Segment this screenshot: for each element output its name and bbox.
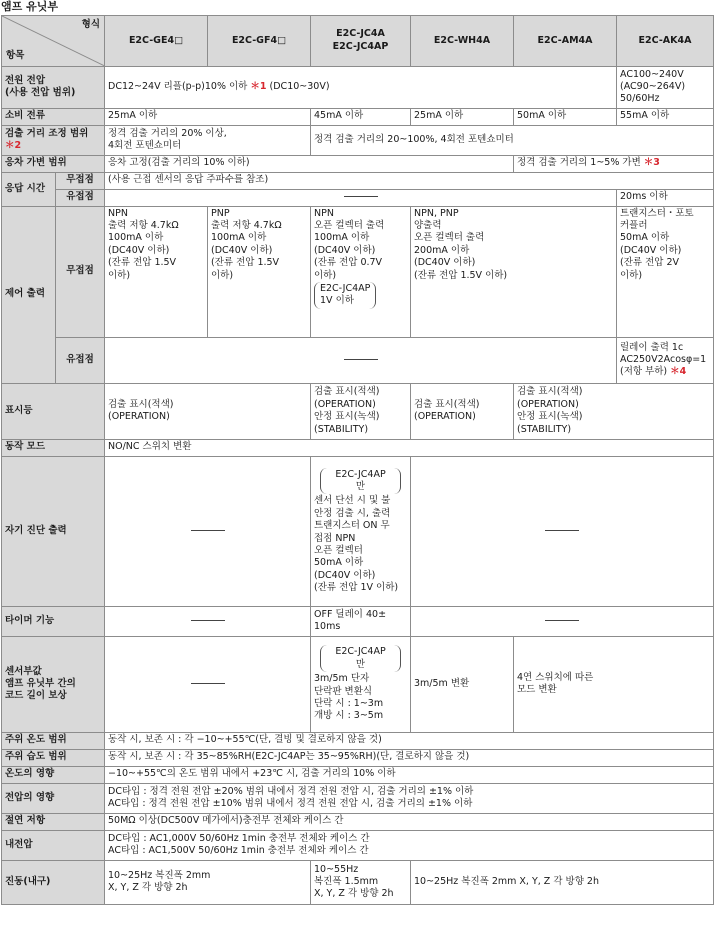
cell-indicator-am-ak: 검출 표시(적색) (OPERATION) 안정 표시(녹색) (STABILITY) (514, 383, 714, 439)
sub-label: 무접점 (56, 206, 105, 337)
row-label: 응차 가변 범위 (2, 155, 105, 172)
row-label: 타이머 기능 (2, 606, 105, 636)
header-row (2, 16, 714, 67)
row-diagnosis (2, 456, 714, 606)
cable-jc-paren: E2C-JC4AP 만 (320, 645, 401, 672)
row-label: 표시등 (2, 383, 105, 439)
row-temp-effect (2, 766, 714, 783)
cell-humidity: 동작 시, 보존 시 : 각 35~85%RH(E2C-JC4AP는 35~95%RH)(단, 결로하지 않을 것) (105, 749, 714, 766)
cell-indicator-wh: 검출 표시(적색) (OPERATION) (411, 383, 514, 439)
cell-vibration-ge-gf: 10~25Hz 복진폭 2mm X, Y, Z 각 방향 2h (105, 860, 311, 904)
cell-current-ge-gf: 25mA 이하 (105, 108, 311, 125)
row-label: 전압의 영향 (2, 783, 105, 813)
model-header: E2C-AM4A (514, 16, 617, 67)
diagnosis-jc-paren: E2C-JC4AP 만 (320, 468, 401, 495)
dash-mark (191, 683, 225, 684)
row-temperature (2, 732, 714, 749)
cell-hysteresis-var (514, 155, 714, 172)
cell-withstand: DC타입 : AC1,000V 50/60Hz 1min 충전부 전체와 케이스 간 AC타입 : AC1,500V 50/60Hz 1min 충전부 전체와 케이스 간 (105, 830, 714, 860)
row-current (2, 108, 714, 125)
cell-vibration-rest: 10~25Hz 복진폭 2mm X, Y, Z 각 방향 2h (411, 860, 714, 904)
dash-mark (545, 620, 579, 621)
cell-control-gf: PNP 출력 저항 4.7kΩ 100mA 이하 (DC40V 이하) (잔류 전압 1.5V 이하) (208, 206, 311, 337)
cell-control-ak: 트랜지스터・포토 커플러 50mA 이하 (DC40V 이하) (잔류 전압 2V 이하) (617, 206, 714, 337)
row-timer (2, 606, 714, 636)
cell-diagnosis-jc (311, 456, 411, 606)
spec-table (1, 15, 714, 905)
row-cable (2, 636, 714, 732)
note-marker: ＊2 (5, 140, 22, 152)
row-control-contactless (2, 206, 714, 337)
cell-control-ge: NPN 출력 저항 4.7kΩ 100mA 이하 (DC40V 이하) (잔류 전압 1.5V 이하) (105, 206, 208, 337)
row-control-contact (2, 337, 714, 383)
row-label: 전원 전압 (사용 전압 범위) (2, 66, 105, 108)
row-response-contactless (2, 172, 714, 189)
control-contact-text: 릴레이 출력 1c AC250V2Acosφ=1 (저항 부하) (620, 341, 707, 378)
dash-mark (344, 196, 378, 197)
model-header: E2C-WH4A (411, 16, 514, 67)
dash-mark (191, 620, 225, 621)
section-title: 앰프 유닛부 (1, 0, 58, 13)
cell-control-jc (311, 206, 411, 337)
model-header: E2C-GF4□ (208, 16, 311, 67)
note-marker: ＊1 (250, 80, 267, 92)
cable-jc-text: 3m/5m 단자 단락판 변환식 단락 시 : 1~3m 개방 시 : 3~5m (314, 673, 384, 722)
row-withstand (2, 830, 714, 860)
row-label: 내전압 (2, 830, 105, 860)
row-label: 주위 온도 범위 (2, 732, 105, 749)
cell-cable-am-ak: 4연 스위치에 따른 모드 변환 (514, 636, 714, 732)
power-main: DC12~24V 리플(p-p)10% 이하 (108, 80, 248, 92)
row-label: 진동(내구) (2, 860, 105, 904)
dash-mark (545, 530, 579, 531)
cell-cable-none (105, 636, 311, 732)
cell-distance-rest: 정격 검출 거리의 20~100%, 4회전 포텐쇼미터 (311, 125, 714, 155)
row-volt-effect (2, 783, 714, 813)
cell-indicator-jc: 검출 표시(적색) (OPERATION) 안정 표시(녹색) (STABILITY) (311, 383, 411, 439)
row-label: 온도의 영향 (2, 766, 105, 783)
row-label: 자기 진단 출력 (2, 456, 105, 606)
cell-cable-jc (311, 636, 411, 732)
diagnosis-jc-text: 센서 단선 시 및 불 안정 검출 시, 출력 트랜지스터 ON 무 접점 NPN 오픈 컬렉터 50mA 이하 (DC40V 이하) (잔류 전압 1V 이하) (314, 495, 399, 594)
row-indicator (2, 383, 714, 439)
cell-timer-none-right (411, 606, 714, 636)
cell-response-contact-none (105, 189, 617, 206)
cell-distance-ge-gf: 정격 검출 거리의 20% 이상, 4회전 포텐쇼미터 (105, 125, 311, 155)
cell-indicator-ge-gf: 검출 표시(적색) (OPERATION) (105, 383, 311, 439)
model-header: E2C-JC4A E2C-JC4AP (311, 16, 411, 67)
row-vibration (2, 860, 714, 904)
header-corner (2, 16, 105, 67)
note-marker: ＊4 (670, 366, 687, 378)
dash-mark (191, 530, 225, 531)
cell-timer-none (105, 606, 311, 636)
cell-mode: NO/NC 스위치 변환 (105, 439, 714, 456)
hysteresis-var-text: 정격 검출 거리의 1~5% 가변 (517, 157, 641, 169)
dash-mark (344, 359, 378, 360)
sub-label: 유접점 (56, 337, 105, 383)
row-label (2, 125, 105, 155)
cell-control-contact-none (105, 337, 617, 383)
row-label-text: 검출 거리 조정 범위 (5, 127, 89, 139)
note-marker: ＊3 (643, 157, 660, 169)
row-label: 절연 저항 (2, 813, 105, 830)
power-tail: (DC10~30V) (266, 80, 330, 92)
row-humidity (2, 749, 714, 766)
row-mode (2, 439, 714, 456)
cell-control-contact-ak (617, 337, 714, 383)
sub-label: 유접점 (56, 189, 105, 206)
model-header: E2C-GE4□ (105, 16, 208, 67)
sub-label: 무접점 (56, 172, 105, 189)
cell-volt-effect: DC타입 : 정격 전원 전압 ±20% 범위 내에서 정격 전원 전압 시, 검출 거리의 ±1% 이하 AC타입 : 정격 전원 전압 ±10% 범위 내에서 정격 전원 전압 시, 검출 거리의 ±1% 이하 (105, 783, 714, 813)
cell-diagnosis-none-right (411, 456, 714, 606)
row-label: 동작 모드 (2, 439, 105, 456)
cell-diagnosis-none (105, 456, 311, 606)
control-jc-text: NPN 오픈 컬렉터 출력 100mA 이하 (DC40V 이하) (잔류 전압 0.7V 이하) (314, 207, 385, 281)
row-hysteresis (2, 155, 714, 172)
row-label: 소비 전류 (2, 108, 105, 125)
row-insulation (2, 813, 714, 830)
cell-response-contactless: (사용 근접 센서의 응답 주파수를 참조) (105, 172, 714, 189)
cell-temp-effect: −10~+55℃의 온도 범위 내에서 +23℃ 시, 검출 거리의 10% 이하 (105, 766, 714, 783)
cell-control-wh-am: NPN, PNP 양출력 오픈 컬렉터 출력 200mA 이하 (DC40V 이하) (잔류 전압 1.5V 이하) (411, 206, 617, 337)
row-power (2, 66, 714, 108)
row-label: 제어 출력 (2, 206, 56, 383)
corner-type-label: 형식 (81, 19, 100, 30)
row-label: 응답 시간 (2, 172, 56, 206)
cell-current-wh: 25mA 이하 (411, 108, 514, 125)
cell-current-ak: 55mA 이하 (617, 108, 714, 125)
row-label: 센서부값 앰프 유닛부 간의 코드 길이 보상 (2, 636, 105, 732)
cell-power-ak: AC100~240V (AC90~264V) 50/60Hz (617, 66, 714, 108)
cell-temperature: 동작 시, 보존 시 : 각 −10~+55℃(단, 결빙 및 결로하지 않을 것) (105, 732, 714, 749)
row-distance-adjust (2, 125, 714, 155)
control-jc-paren: E2C-JC4AP 1V 이하 (314, 282, 376, 309)
row-response-contact (2, 189, 714, 206)
cell-power-dc (105, 66, 617, 108)
model-header: E2C-AK4A (617, 16, 714, 67)
cell-current-am: 50mA 이하 (514, 108, 617, 125)
cell-hysteresis-fixed: 응차 고정(검출 거리의 10% 이하) (105, 155, 514, 172)
cell-timer-jc: OFF 딜레이 40± 10ms (311, 606, 411, 636)
cell-cable-wh: 3m/5m 변환 (411, 636, 514, 732)
cell-response-contact-ak: 20ms 이하 (617, 189, 714, 206)
cell-insulation: 50MΩ 이상(DC500V 메가에서)충전부 전체와 케이스 간 (105, 813, 714, 830)
corner-item-label: 항목 (6, 50, 25, 62)
cell-current-jc: 45mA 이하 (311, 108, 411, 125)
row-label: 주위 습도 범위 (2, 749, 105, 766)
cell-vibration-jc: 10~55Hz 복진폭 1.5mm X, Y, Z 각 방향 2h (311, 860, 411, 904)
